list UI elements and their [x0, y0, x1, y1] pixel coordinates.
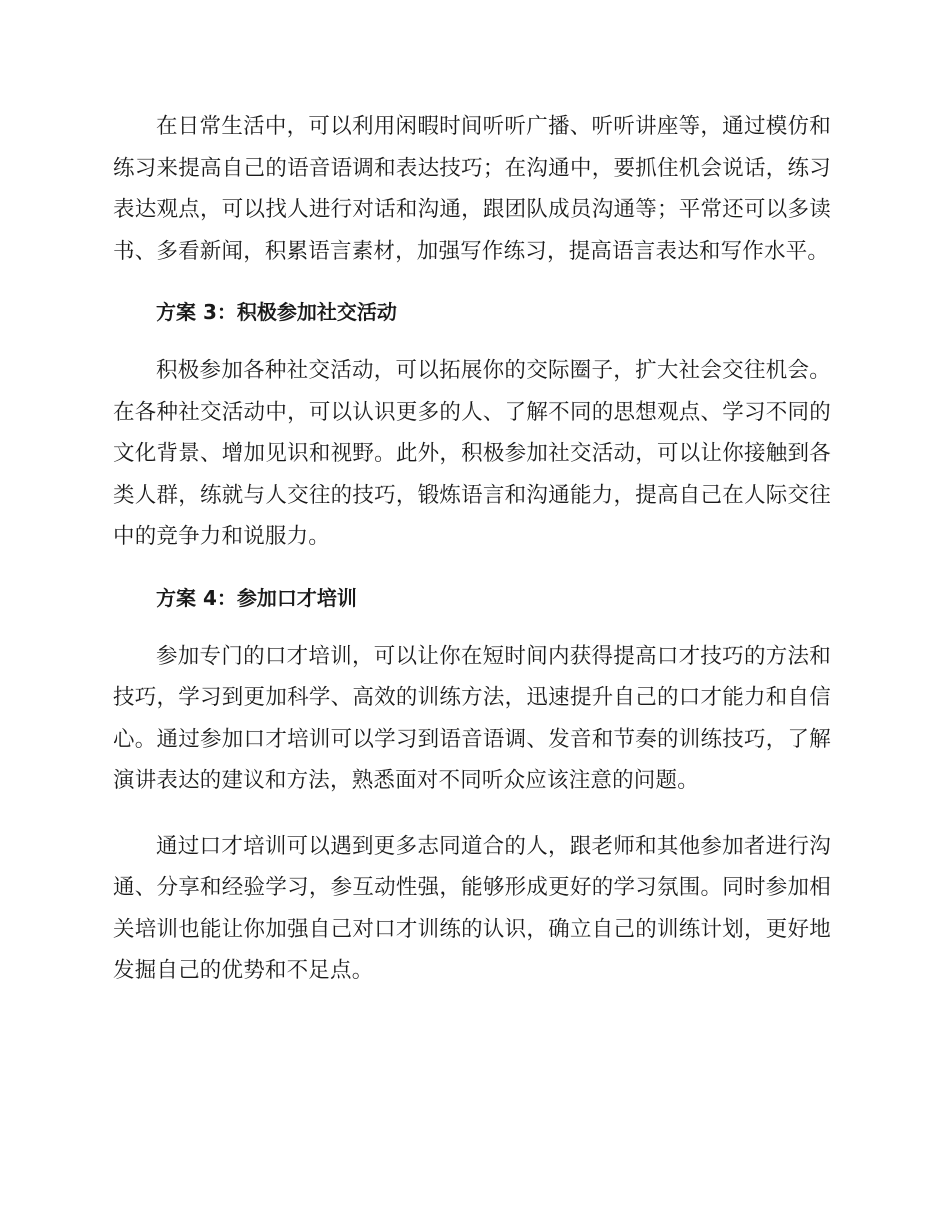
paragraph-eloquence-training: 参加专门的口才培训，可以让你在短时间内获得提高口才技巧的方法和技巧，学习到更加科学、高效的训练方法，迅速提升自己的口才能力和自信心。通过参加口才培训可以学习到语音语调、发音和节奏的训练技巧，了解演讲表达的建议和方法，熟悉面对不同听众应该注意的问题。: [113, 643, 831, 793]
heading-plan-4: 方案 4：参加口才培训: [156, 585, 357, 610]
document-page: [113, 106, 831, 1016]
paragraph-social-activities: 积极参加各种社交活动，可以拓展你的交际圈子，扩大社会交往机会。在各种社交活动中，可以认识更多的人、了解不同的思想观点、学习不同的文化背景、增加见识和视野。此外，积极参加社交活动，可以让你接触到各类人群，练就与人交往的技巧，锻炼语言和沟通能力，提高自己在人际交往中的竞争力和说服力。: [113, 358, 831, 549]
heading-plan-3: 方案 3：积极参加社交活动: [156, 300, 397, 324]
paragraph-training-benefits: 通过口才培训可以遇到更多志同道合的人，跟老师和其他参加者进行沟通、分享和经验学习，参互动性强，能够形成更好的学习氛围。同时参加相关培训也能让你加强自己对口才训练的认识，确立自己的训练计划，更好地发掘自己的优势和不足点。: [113, 833, 831, 983]
paragraph-daily-practice: 在日常生活中，可以利用闲暇时间听听广播、听听讲座等，通过模仿和练习来提高自己的语音语调和表达技巧；在沟通中，要抓住机会说话，练习表达观点，可以找人进行对话和沟通，跟团队成员沟通等；平常还可以多读书、多看新闻，积累语言素材，加强写作练习，提高语言表达和写作水平。: [113, 114, 831, 264]
